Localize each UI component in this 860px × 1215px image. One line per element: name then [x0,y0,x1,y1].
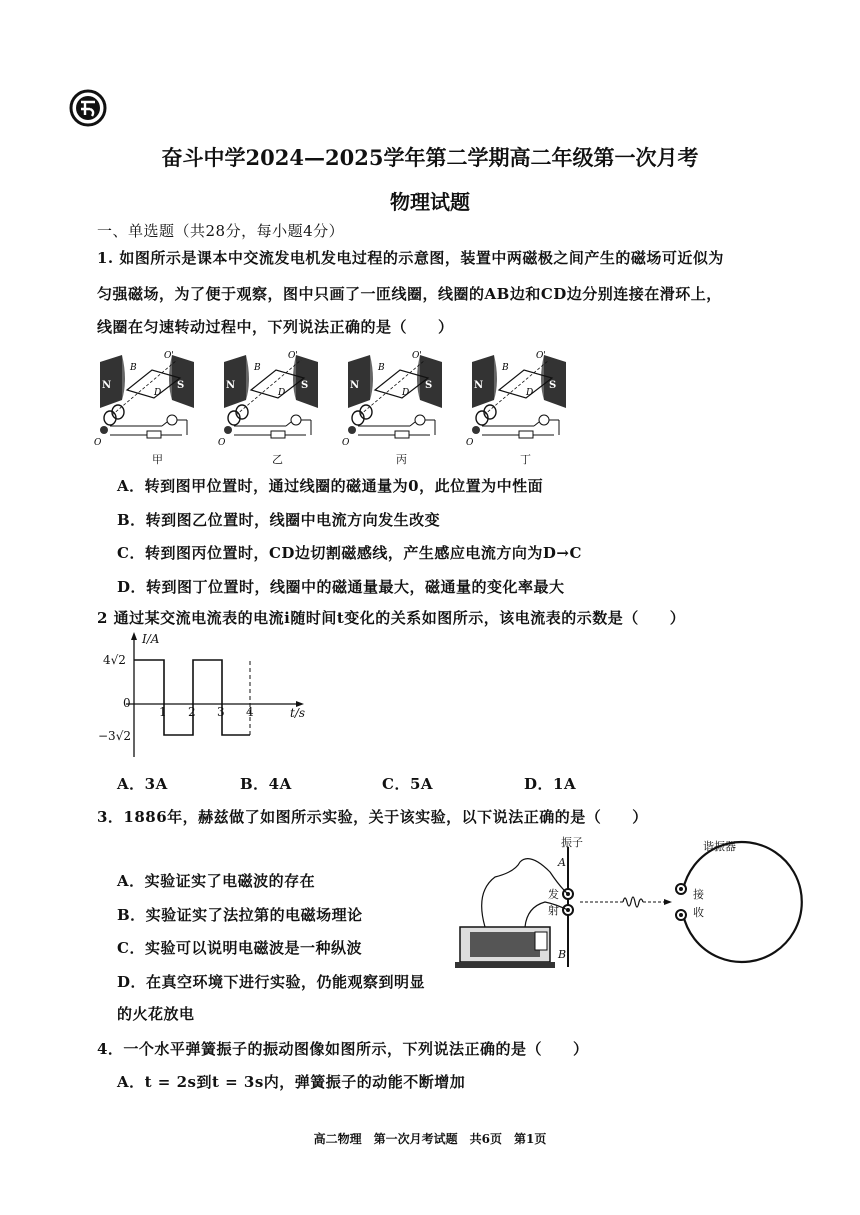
generator-figures [92,340,582,465]
current-time-graph [98,632,318,762]
fig-label-jia: 甲 [152,453,163,466]
q3-option-d: D．在真空环境下进行实验，仍能观察到明显 [117,973,426,991]
svg-text:N: N [102,380,112,391]
graph-x-tick-4: 4 [246,705,254,719]
generator-figure-jia [94,351,194,448]
resonator-label: 谐振器 [703,840,736,853]
emit-label-2: 射 [548,904,559,917]
fig-label-yi: 乙 [272,453,283,466]
q2-option-d: D．1A [524,775,577,793]
point-a-label: A [558,856,566,869]
q2-stem: 2 通过某交流电流表的电流i随时间t变化的关系如图所示，该电流表的示数是（ ） [97,609,686,627]
q4-stem: 4．一个水平弹簧振子的振动图像如图所示，下列说法正确的是（ ） [97,1040,589,1058]
emit-label-1: 发 [548,888,559,901]
graph-y-bottom: −3√2 [98,729,131,743]
vibrator-label: 振子 [561,836,583,849]
svg-text:O': O' [164,351,174,361]
q3-option-d-cont: 的火花放电 [117,1005,195,1023]
page-title: 奋斗中学2024—2025学年第二学期高二年级第一次月考 [161,145,699,170]
q2-option-b: B．4A [240,775,292,793]
q1-option-c: C．转到图丙位置时，CD边切割磁感线，产生感应电流方向为D→C [117,544,582,562]
graph-origin: 0 [123,696,131,710]
graph-y-top: 4√2 [103,653,126,667]
fig-label-bing: 丙 [396,453,407,466]
graph-x-tick-2: 2 [188,705,196,719]
hertz-apparatus-figure [455,832,785,982]
q1-line-2: 匀强磁场，为了便于观察，图中只画了一匝线圈，线圈的AB边和CD边分别连接在滑环上， [97,285,722,303]
page-subtitle: 物理试题 [390,190,470,214]
q3-option-c: C．实验可以说明电磁波是一种纵波 [117,939,362,957]
fig-label-ding: 丁 [520,453,531,466]
svg-text:D: D [154,388,162,398]
q1-option-d: D．转到图丁位置时，线圈中的磁通量最大，磁通量的变化率最大 [117,578,565,596]
svg-text:S: S [177,380,185,391]
q2-option-c: C．5A [382,775,434,793]
svg-text:O: O [94,438,102,448]
q3-option-b: B．实验证实了法拉第的电磁场理论 [117,906,363,924]
q3-option-a: A．实验证实了电磁波的存在 [117,872,316,890]
q1-option-a: A．转到图甲位置时，通过线圈的磁通量为0，此位置为中性面 [117,477,544,495]
graph-x-tick-3: 3 [217,705,225,719]
q1-line-3: 线圈在匀速转动过程中，下列说法正确的是（ ） [97,318,454,336]
page-footer: 高二物理 第一次月考试题 共6页 第1页 [313,1132,547,1146]
school-logo [68,88,108,128]
q1-option-b: B．转到图乙位置时，线圈中电流方向发生改变 [117,511,441,529]
graph-ylabel: I/A [142,632,160,646]
receive-label-1: 接 [693,888,704,901]
q4-option-a: A．t = 2s到t = 3s内，弹簧振子的动能不断增加 [117,1073,466,1091]
graph-x-tick-1: 1 [159,705,167,719]
point-b-label: B [558,948,567,961]
q2-option-a: A．3A [117,775,168,793]
receive-label-2: 收 [693,906,704,919]
q1-line-1: 1. 如图所示是课本中交流发电机发电过程的示意图，装置中两磁极之间产生的磁场可近似为 [97,249,724,267]
graph-xlabel: t/s [290,706,306,720]
q3-stem: 3．1886年，赫兹做了如图所示实验，关于该实验，以下说法正确的是（ ） [97,808,648,826]
svg-text:B: B [130,363,137,373]
section-heading: 一、单选题（共28分，每小题4分） [97,222,345,240]
